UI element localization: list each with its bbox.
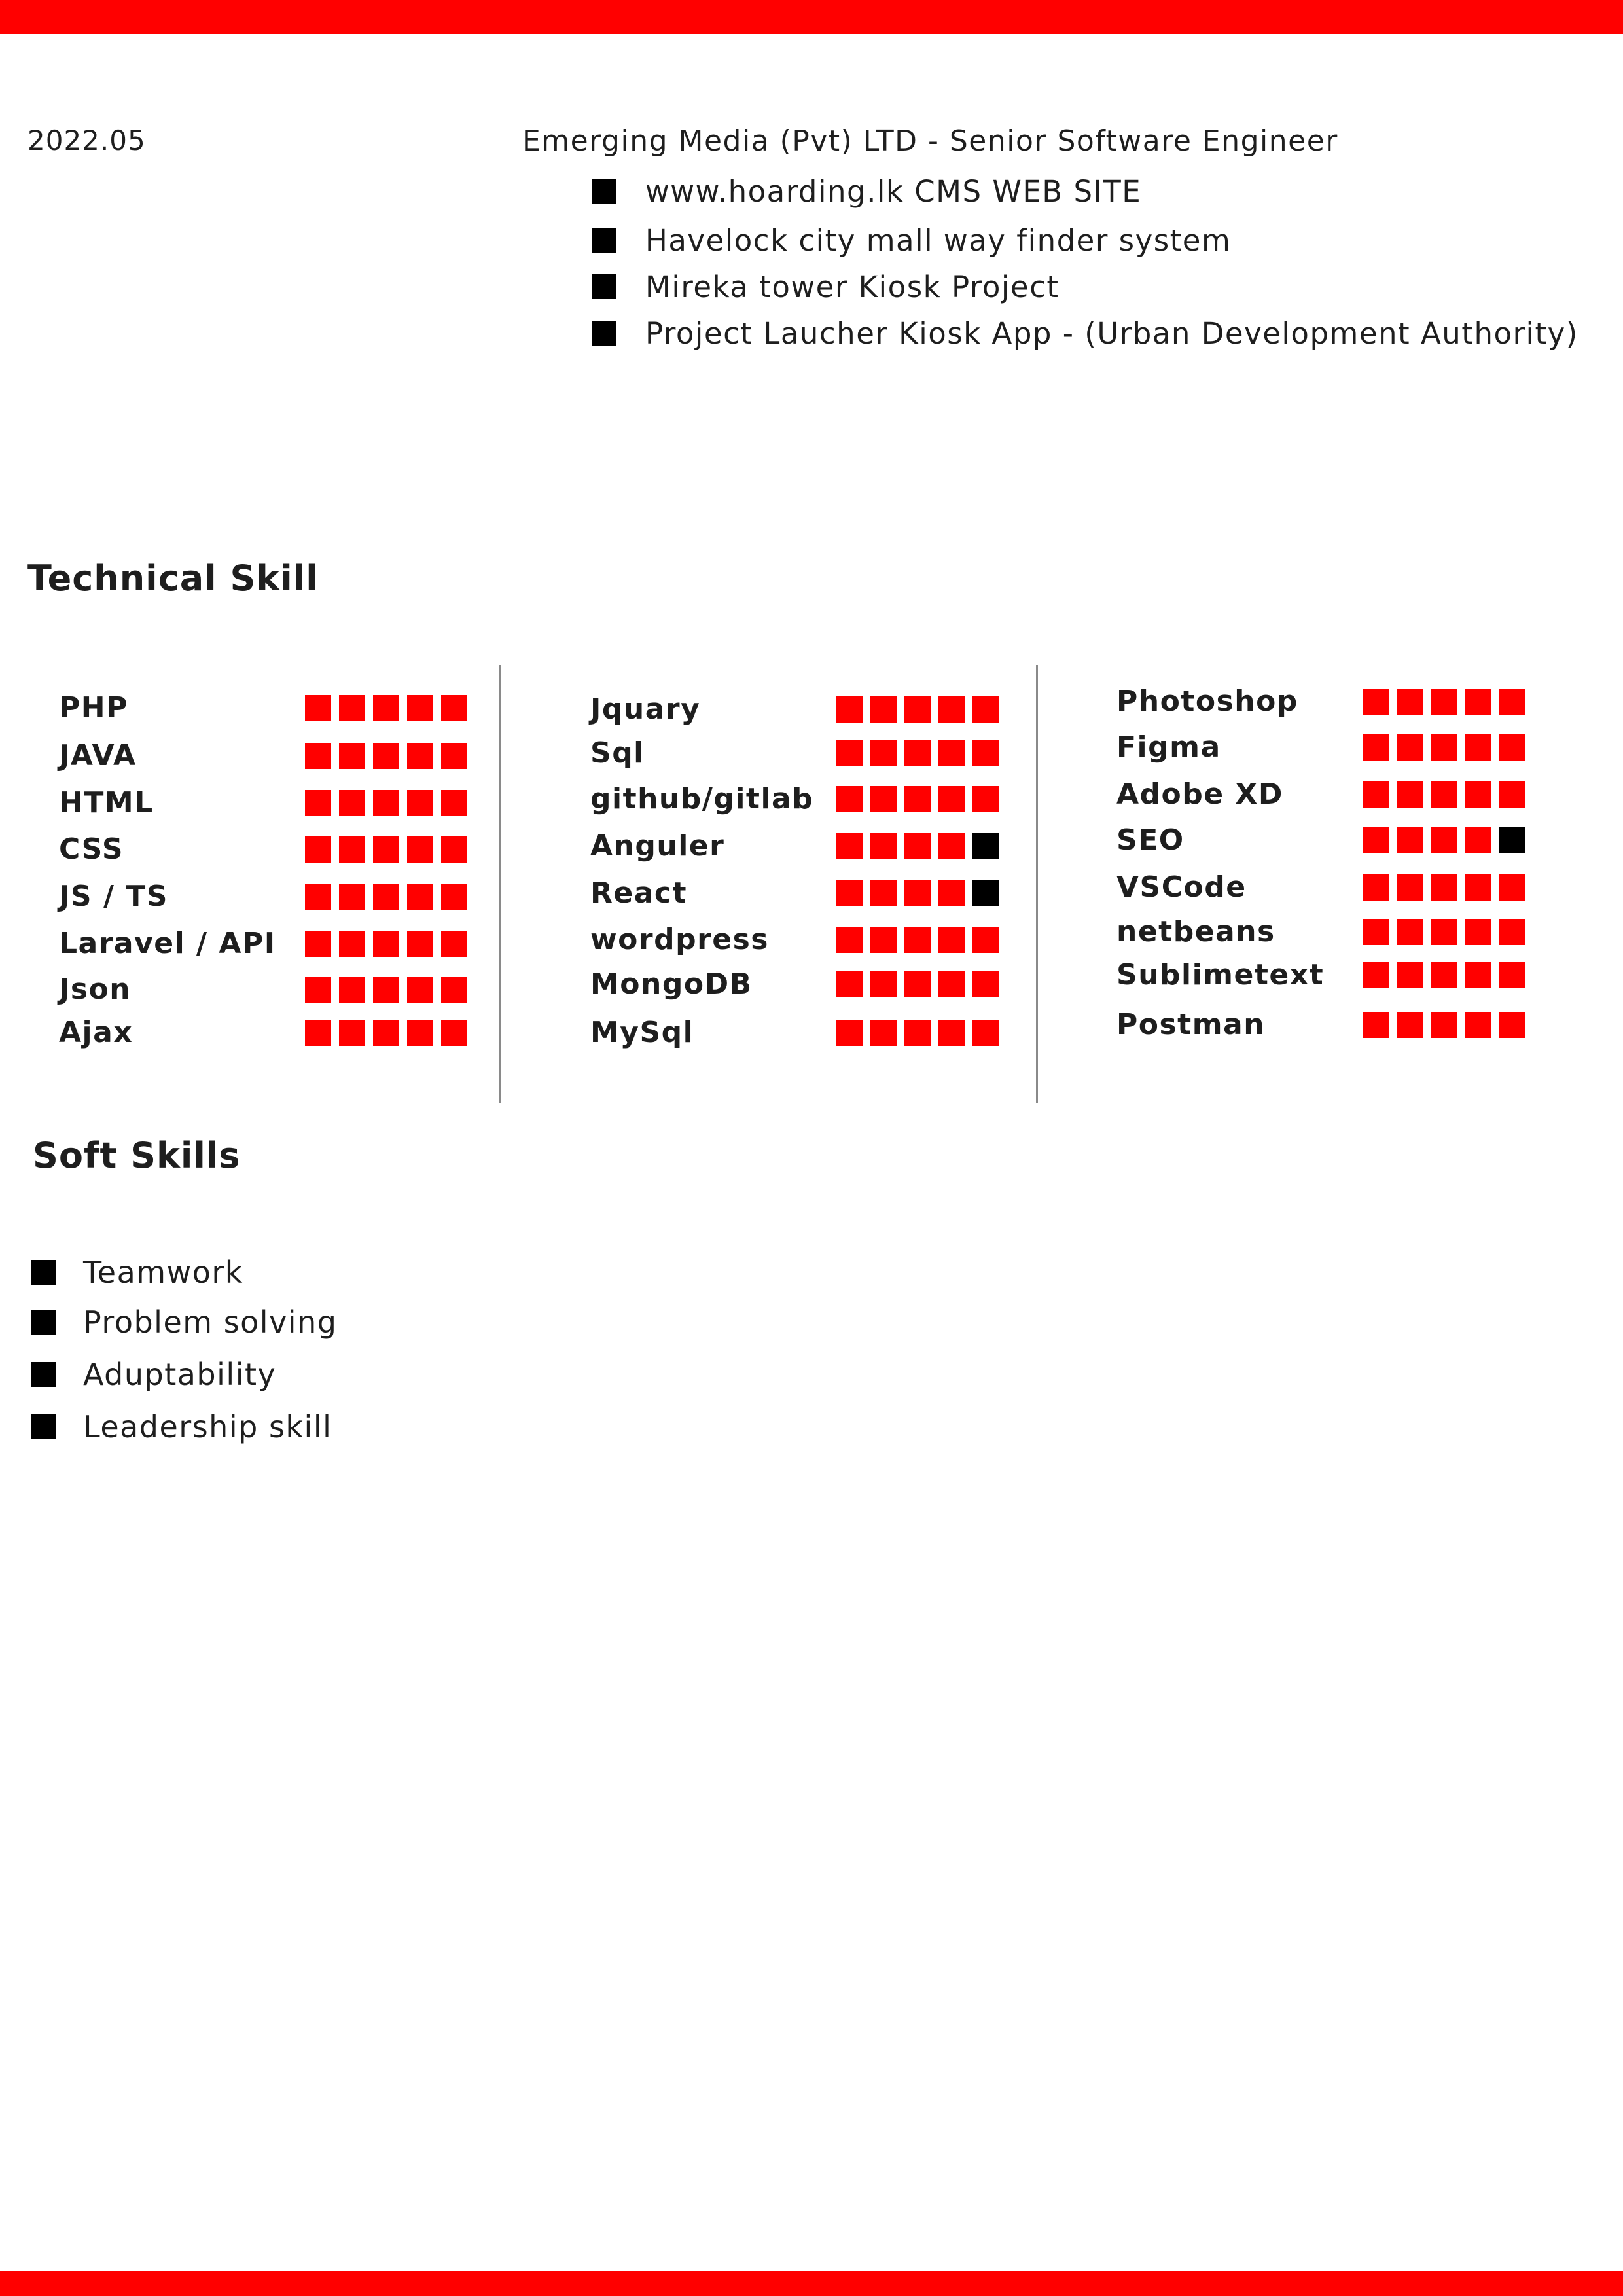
rating-filled-square [870,927,897,953]
skill-rating [1363,734,1533,761]
rating-filled-square [972,740,999,766]
project-label: Mireka tower Kiosk Project [645,269,1060,304]
rating-filled-square [339,743,365,769]
skill-name: SEO [1116,823,1185,857]
rating-filled-square [836,740,863,766]
rating-filled-square [339,836,365,863]
rating-filled-square [938,696,965,723]
skill-rating [836,971,1007,998]
square-bullet-icon [31,1362,56,1387]
soft-skill-label: Aduptability [83,1357,277,1392]
rating-filled-square [1465,919,1491,945]
rating-filled-square [870,880,897,906]
rating-filled-square [441,931,467,957]
rating-filled-square [339,931,365,957]
rating-filled-square [1431,689,1457,715]
rating-filled-square [441,884,467,910]
top-accent-bar [0,0,1623,34]
skill-name: Sql [590,736,645,770]
rating-filled-square [1499,962,1525,988]
rating-filled-square [339,695,365,721]
rating-filled-square [305,836,331,863]
rating-filled-square [1397,1012,1423,1038]
column-divider [499,665,501,1103]
rating-filled-square [1363,919,1389,945]
rating-filled-square [441,743,467,769]
skill-name: Photoshop [1116,685,1298,718]
rating-filled-square [972,786,999,812]
technical-skill-heading: Technical Skill [27,558,319,599]
skill-rating [836,1019,1007,1047]
rating-filled-square [870,1020,897,1046]
square-bullet-icon [31,1260,56,1285]
rating-filled-square [972,971,999,997]
rating-filled-square [305,884,331,910]
rating-empty-square [972,833,999,859]
rating-filled-square [1363,962,1389,988]
skill-rating [305,742,475,770]
rating-filled-square [1363,874,1389,901]
skill-rating [305,789,475,817]
rating-filled-square [1499,1012,1525,1038]
rating-filled-square [305,790,331,816]
soft-skill-label: Teamwork [83,1255,243,1290]
rating-filled-square [938,1020,965,1046]
rating-filled-square [373,743,399,769]
rating-filled-square [836,786,863,812]
rating-filled-square [407,931,433,957]
rating-filled-square [1499,734,1525,761]
skill-rating [305,976,475,1003]
skill-rating [836,740,1007,767]
rating-filled-square [1397,919,1423,945]
square-bullet-icon [31,1414,56,1439]
rating-filled-square [1499,919,1525,945]
rating-filled-square [972,1020,999,1046]
rating-filled-square [373,695,399,721]
rating-filled-square [1431,919,1457,945]
rating-filled-square [1465,1012,1491,1038]
rating-filled-square [938,971,965,997]
skill-name: VSCode [1116,870,1247,904]
skill-name: wordpress [590,923,769,956]
rating-filled-square [870,740,897,766]
rating-filled-square [407,695,433,721]
soft-skill-label: Leadership skill [83,1409,332,1444]
rating-filled-square [1397,827,1423,853]
soft-skill-item [31,1302,337,1342]
rating-filled-square [904,880,931,906]
rating-filled-square [1431,962,1457,988]
skill-rating [836,785,1007,813]
rating-filled-square [1431,874,1457,901]
rating-filled-square [407,1020,433,1046]
rating-filled-square [904,833,931,859]
skill-rating [836,926,1007,954]
rating-filled-square [1363,781,1389,808]
rating-filled-square [870,786,897,812]
rating-filled-square [373,836,399,863]
square-bullet-icon [592,321,616,346]
rating-filled-square [1363,689,1389,715]
rating-filled-square [305,743,331,769]
skill-name: Laravel / API [59,927,276,960]
skill-name: Sublimetext [1116,958,1325,992]
rating-filled-square [305,977,331,1003]
skill-name: Ajax [59,1016,134,1049]
skill-name: github/gitlab [590,782,814,816]
skill-name: JAVA [59,739,137,772]
rating-filled-square [1397,734,1423,761]
rating-filled-square [836,833,863,859]
skill-rating [305,836,475,863]
soft-skill-label: Problem solving [83,1304,338,1340]
rating-filled-square [373,977,399,1003]
rating-filled-square [1431,734,1457,761]
project-item [592,314,1578,353]
rating-filled-square [972,696,999,723]
rating-filled-square [1431,827,1457,853]
rating-filled-square [1397,689,1423,715]
project-item [592,221,1231,260]
skill-rating [1363,1011,1533,1039]
bottom-accent-bar [0,2271,1623,2296]
rating-filled-square [1363,1012,1389,1038]
skill-name: Anguler [590,829,725,863]
project-item [592,171,1141,211]
rating-filled-square [407,836,433,863]
skill-rating [836,696,1007,723]
rating-empty-square [1499,827,1525,853]
rating-filled-square [407,977,433,1003]
rating-filled-square [836,927,863,953]
skill-rating [836,880,1007,907]
rating-filled-square [339,1020,365,1046]
skill-rating [305,883,475,910]
skill-rating [1363,688,1533,715]
rating-filled-square [339,977,365,1003]
rating-filled-square [1363,827,1389,853]
skill-rating [836,833,1007,860]
rating-filled-square [870,971,897,997]
rating-filled-square [938,740,965,766]
skill-name: JS / TS [59,880,168,913]
soft-skill-item [31,1253,243,1292]
skill-name: Json [59,973,132,1006]
rating-filled-square [373,1020,399,1046]
skill-name: netbeans [1116,915,1275,948]
skill-name: Figma [1116,730,1221,764]
square-bullet-icon [31,1310,56,1335]
project-item [592,267,1059,306]
rating-filled-square [1397,874,1423,901]
soft-skills-heading: Soft Skills [33,1135,241,1176]
rating-filled-square [1431,781,1457,808]
rating-filled-square [305,1020,331,1046]
rating-filled-square [938,927,965,953]
skill-rating [1363,961,1533,989]
rating-filled-square [305,931,331,957]
skill-rating [305,930,475,958]
skill-name: Jquary [590,692,701,726]
rating-filled-square [870,696,897,723]
project-label: Project Laucher Kiosk App - (Urban Development Authority) [645,315,1578,351]
skill-name: CSS [59,833,124,866]
project-label: www.hoarding.lk CMS WEB SITE [645,173,1142,209]
rating-filled-square [1465,689,1491,715]
rating-filled-square [938,786,965,812]
skill-name: PHP [59,691,128,725]
rating-filled-square [836,971,863,997]
rating-filled-square [1363,734,1389,761]
rating-filled-square [1397,962,1423,988]
skill-name: React [590,876,688,910]
rating-filled-square [407,790,433,816]
rating-filled-square [836,696,863,723]
rating-filled-square [1465,827,1491,853]
rating-filled-square [1499,781,1525,808]
rating-filled-square [373,931,399,957]
skill-rating [1363,874,1533,901]
rating-filled-square [904,740,931,766]
skill-rating [1363,918,1533,946]
column-divider [1036,665,1038,1103]
skill-name: HTML [59,786,154,819]
rating-filled-square [904,1020,931,1046]
skill-rating [1363,827,1533,854]
skill-name: MySql [590,1016,694,1049]
soft-skill-item [31,1407,332,1446]
rating-filled-square [1465,734,1491,761]
skill-rating [1363,781,1533,808]
skill-name: MongoDB [590,967,753,1001]
rating-filled-square [305,695,331,721]
rating-filled-square [904,927,931,953]
rating-filled-square [441,790,467,816]
rating-empty-square [972,880,999,906]
skill-name: Postman [1116,1008,1266,1041]
rating-filled-square [1499,689,1525,715]
skill-name: Adobe XD [1116,778,1283,811]
rating-filled-square [407,743,433,769]
skill-rating [305,1019,475,1047]
skill-rating [305,694,475,722]
rating-filled-square [441,977,467,1003]
square-bullet-icon [592,179,616,204]
rating-filled-square [373,884,399,910]
rating-filled-square [938,880,965,906]
square-bullet-icon [592,228,616,253]
rating-filled-square [1499,874,1525,901]
rating-filled-square [407,884,433,910]
rating-filled-square [441,1020,467,1046]
rating-filled-square [904,786,931,812]
rating-filled-square [972,927,999,953]
rating-filled-square [1465,781,1491,808]
experience-date: 2022.05 [27,124,146,156]
rating-filled-square [904,971,931,997]
rating-filled-square [1397,781,1423,808]
square-bullet-icon [592,274,616,299]
rating-filled-square [339,884,365,910]
rating-filled-square [339,790,365,816]
rating-filled-square [1465,874,1491,901]
rating-filled-square [836,1020,863,1046]
rating-filled-square [870,833,897,859]
rating-filled-square [938,833,965,859]
rating-filled-square [904,696,931,723]
rating-filled-square [441,695,467,721]
experience-title: Emerging Media (Pvt) LTD - Senior Software Engineer [522,124,1338,158]
rating-filled-square [836,880,863,906]
project-label: Havelock city mall way finder system [645,223,1232,258]
rating-filled-square [1465,962,1491,988]
soft-skill-item [31,1355,276,1394]
rating-filled-square [441,836,467,863]
rating-filled-square [373,790,399,816]
rating-filled-square [1431,1012,1457,1038]
